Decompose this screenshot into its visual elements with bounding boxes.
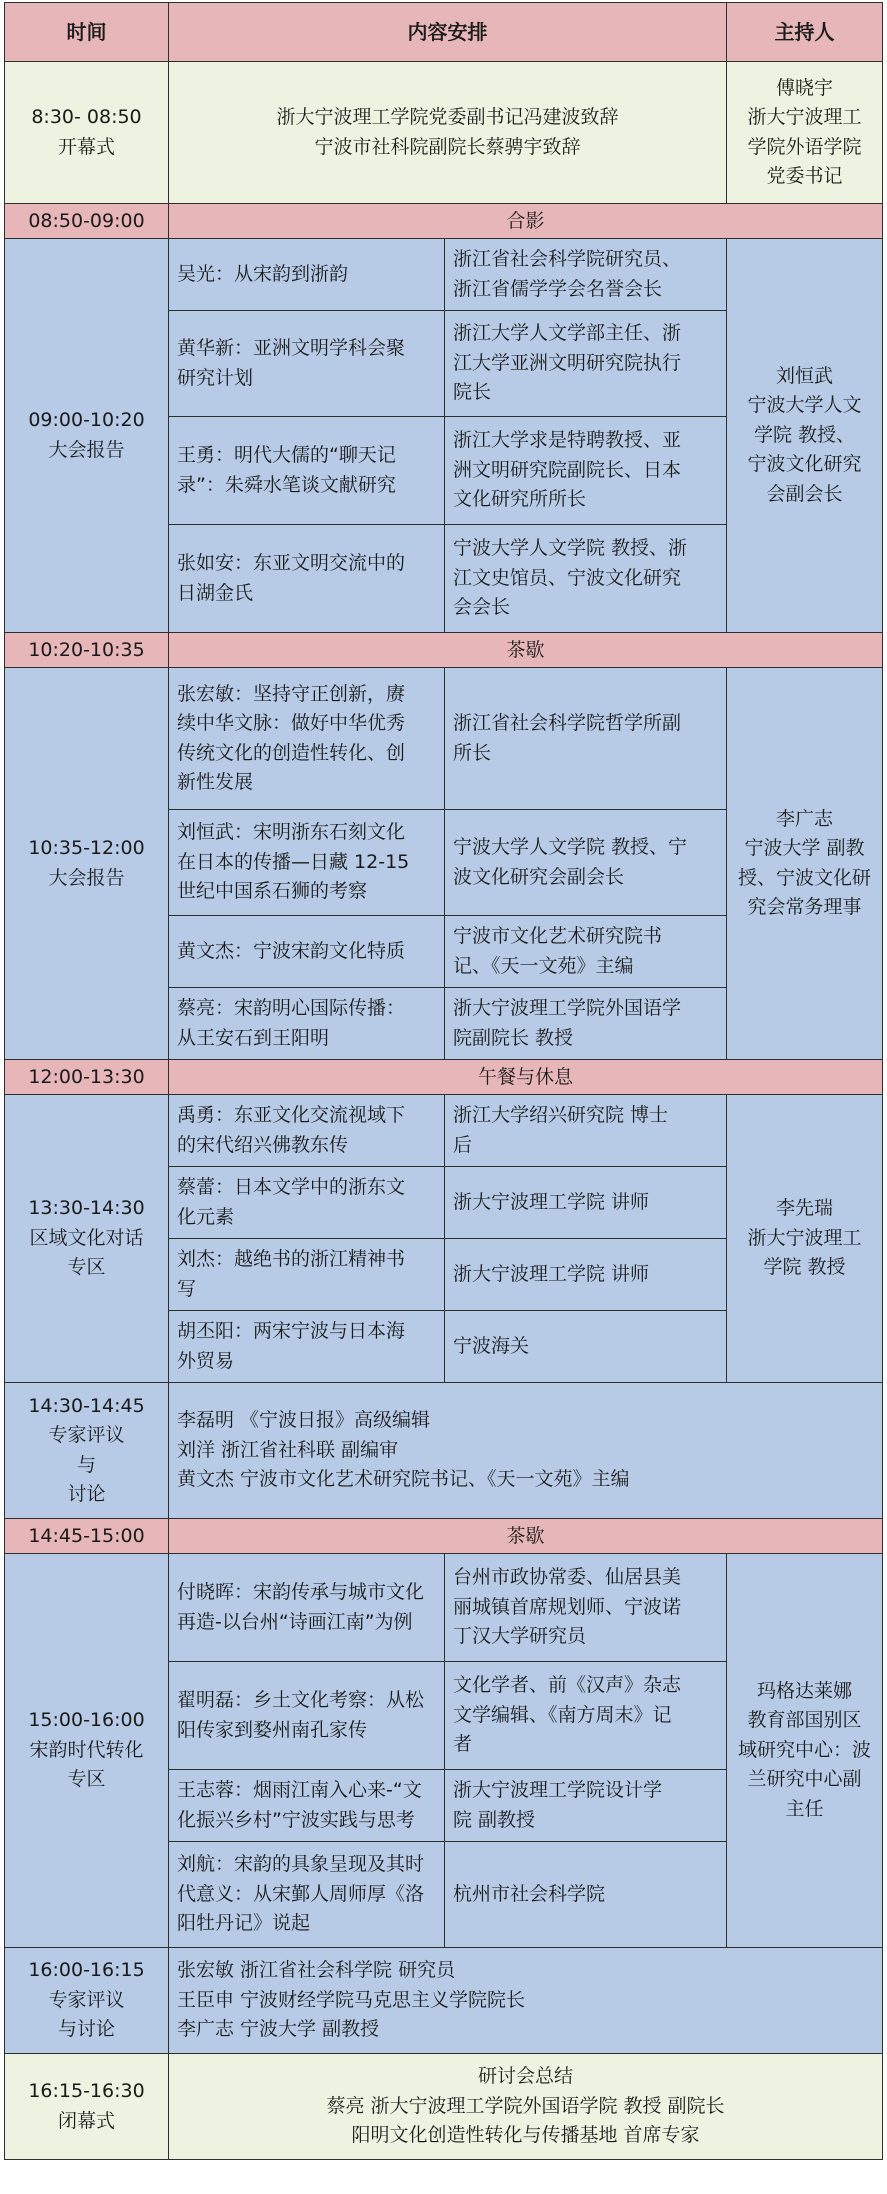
session1-org-2: 浙江大学人文学部主任、浙 江大学亚洲文明研究院执行 院长: [445, 311, 727, 417]
session4-time: 15:00-16:00 宋韵时代转化 专区: [5, 1554, 169, 1948]
lunch-time: 12:00-13:30: [5, 1060, 169, 1095]
session4-org-4: 杭州市社会科学院: [445, 1842, 727, 1948]
photo-label: 合影: [169, 204, 883, 239]
photo-row: [5, 204, 883, 239]
session1-org-4: 宁波大学人文学院 教授、浙 江文史馆员、宁波文化研究 会会长: [445, 525, 727, 633]
session3-talk-2: 蔡蕾：日本文学中的浙东文 化元素: [169, 1167, 445, 1239]
lunch-label: 午餐与休息: [169, 1060, 883, 1095]
agenda-table: [4, 2, 883, 2160]
session4-host: 玛格达莱娜 教育部国别区 域研究中心：波 兰研究中心副 主任: [727, 1554, 883, 1948]
session2-talk-2: 刘恒武：宋明浙东石刻文化 在日本的传播—日藏 12-15 世纪中国系石狮的考察: [169, 810, 445, 916]
session1-host: 刘恒武 宁波大学人文 学院 教授、 宁波文化研究 会副会长: [727, 239, 883, 633]
review2-content: 张宏敏 浙江省社会科学院 研究员 王臣申 宁波财经学院马克思主义学院院长 李广志 宁波大学 副教授: [169, 1948, 883, 2054]
session4-org-3: 浙大宁波理工学院设计学 院 副教授: [445, 1770, 727, 1842]
header-content: 内容安排: [169, 3, 727, 62]
session4-talk-2: 翟明磊：乡土文化考察：从松 阳传家到婺州南孔家传: [169, 1662, 445, 1770]
tea2-label: 茶歇: [169, 1519, 883, 1554]
opening-content: 浙大宁波理工学院党委副书记冯建波致辞 宁波市社科院副院长蔡骋宇致辞: [169, 62, 727, 204]
tea2-row: [5, 1519, 883, 1554]
session2-org-2: 宁波大学人文学院 教授、宁 波文化研究会副会长: [445, 810, 727, 916]
session1-org-1: 浙江省社会科学院研究员、 浙江省儒学学会名誉会长: [445, 239, 727, 311]
session2-host: 李广志 宁波大学 副教 授、宁波文化研 究会常务理事: [727, 668, 883, 1060]
header-host: 主持人: [727, 3, 883, 62]
opening-host: 傅晓宇 浙大宁波理工 学院外语学院 党委书记: [727, 62, 883, 204]
session2-org-3: 宁波市文化艺术研究院书 记、《天一文苑》主编: [445, 916, 727, 988]
session3-time: 13:30-14:30 区域文化对话 专区: [5, 1095, 169, 1383]
closing-time: 16:15-16:30 闭幕式: [5, 2054, 169, 2160]
session3-org-4: 宁波海关: [445, 1311, 727, 1383]
agenda-sheet: [4, 2, 882, 2160]
closing-content: 研讨会总结 蔡亮 浙大宁波理工学院外国语学院 教授 副院长 阳明文化创造性转化与传播基地 首席专家: [169, 2054, 883, 2160]
header-time: 时间: [5, 3, 169, 62]
session2-talk-4: 蔡亮：宋韵明心国际传播： 从王安石到王阳明: [169, 988, 445, 1060]
session3-org-1: 浙江大学绍兴研究院 博士 后: [445, 1095, 727, 1167]
photo-time: 08:50-09:00: [5, 204, 169, 239]
opening-time: 8:30- 08:50 开幕式: [5, 62, 169, 204]
session1-talk-3: 王勇：明代大儒的“聊天记 录”：朱舜水笔谈文献研究: [169, 417, 445, 525]
review1-content: 李磊明 《宁波日报》高级编辑 刘洋 浙江省社科联 副编审 黄文杰 宁波市文化艺术研究院书记、《天一文苑》主编: [169, 1383, 883, 1519]
session3-talk-3: 刘杰：越绝书的浙江精神书 写: [169, 1239, 445, 1311]
session2-talk-1: 张宏敏：坚持守正创新，赓 续中华文脉：做好中华优秀 传统文化的创造性转化、创 新性发展: [169, 668, 445, 810]
header-row: [5, 3, 883, 62]
session2-time: 10:35-12:00 大会报告: [5, 668, 169, 1060]
review1-row: [5, 1383, 883, 1519]
lunch-row: [5, 1060, 883, 1095]
session3-host: 李先瑞 浙大宁波理工 学院 教授: [727, 1095, 883, 1383]
session3-talk-4: 胡丕阳：两宋宁波与日本海 外贸易: [169, 1311, 445, 1383]
opening-row: [5, 62, 883, 204]
session2-org-4: 浙大宁波理工学院外国语学 院副院长 教授: [445, 988, 727, 1060]
session3-org-3: 浙大宁波理工学院 讲师: [445, 1239, 727, 1311]
session1-talk-2: 黄华新：亚洲文明学科会聚 研究计划: [169, 311, 445, 417]
review2-row: [5, 1948, 883, 2054]
review2-time: 16:00-16:15 专家评议 与讨论: [5, 1948, 169, 2054]
closing-row: [5, 2054, 883, 2160]
session3-row-1: [5, 1095, 883, 1167]
session2-org-1: 浙江省社会科学院哲学所副 所长: [445, 668, 727, 810]
session1-talk-4: 张如安：东亚文明交流中的 日湖金氏: [169, 525, 445, 633]
session1-talk-1: 吴光：从宋韵到浙韵: [169, 239, 445, 311]
tea1-time: 10:20-10:35: [5, 633, 169, 668]
session4-org-1: 台州市政协常委、仙居县美 丽城镇首席规划师、宁波诺 丁汉大学研究员: [445, 1554, 727, 1662]
session4-talk-3: 王志蓉：烟雨江南入心来-“文 化振兴乡村”宁波实践与思考: [169, 1770, 445, 1842]
session1-org-3: 浙江大学求是特聘教授、亚 洲文明研究院副院长、日本 文化研究所所长: [445, 417, 727, 525]
session4-row-1: [5, 1554, 883, 1662]
session3-talk-1: 禹勇：东亚文化交流视域下 的宋代绍兴佛教东传: [169, 1095, 445, 1167]
review1-time: 14:30-14:45 专家评议 与 讨论: [5, 1383, 169, 1519]
session2-talk-3: 黄文杰：宁波宋韵文化特质: [169, 916, 445, 988]
tea2-time: 14:45-15:00: [5, 1519, 169, 1554]
session1-row-1: [5, 239, 883, 311]
tea1-label: 茶歇: [169, 633, 883, 668]
session3-org-2: 浙大宁波理工学院 讲师: [445, 1167, 727, 1239]
tea1-row: [5, 633, 883, 668]
session2-row-1: [5, 668, 883, 810]
session4-talk-1: 付晓晖：宋韵传承与城市文化 再造-以台州“诗画江南”为例: [169, 1554, 445, 1662]
session4-org-2: 文化学者、前《汉声》杂志 文学编辑、《南方周末》记 者: [445, 1662, 727, 1770]
session4-talk-4: 刘航：宋韵的具象呈现及其时 代意义：从宋鄞人周师厚《洛 阳牡丹记》说起: [169, 1842, 445, 1948]
session1-time: 09:00-10:20 大会报告: [5, 239, 169, 633]
